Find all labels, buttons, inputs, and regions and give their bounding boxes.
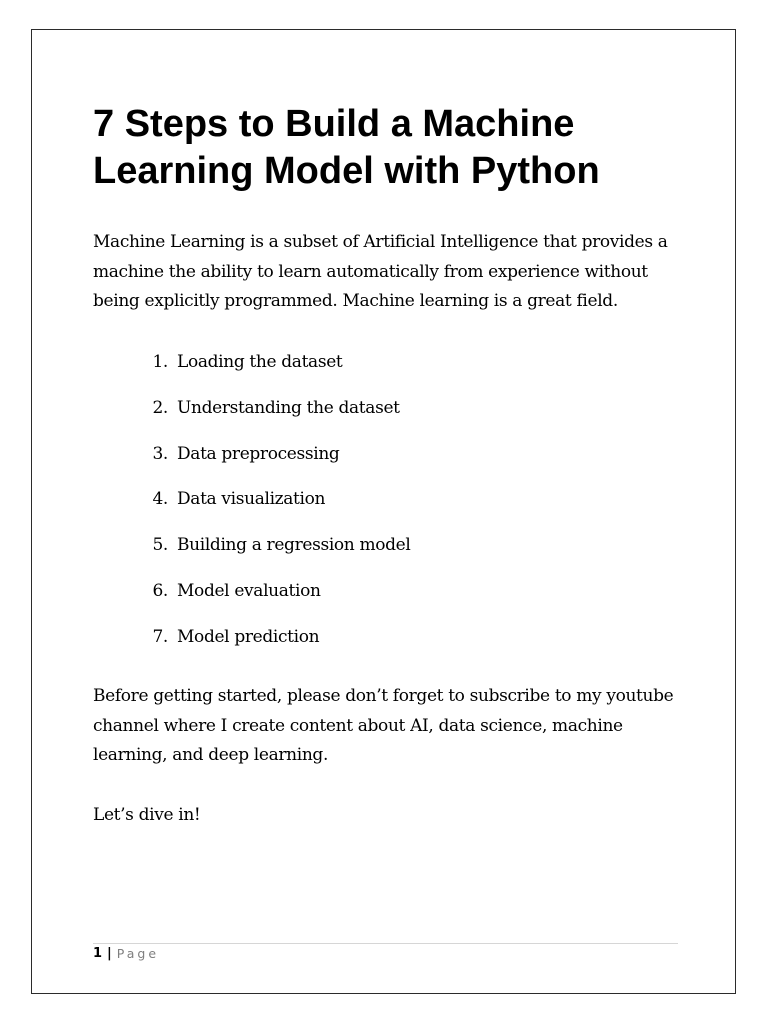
list-item-label: Model prediction bbox=[177, 626, 320, 647]
list-item bbox=[144, 623, 410, 669]
footer-separator: | bbox=[107, 946, 112, 961]
list-item-number: 5. bbox=[152, 535, 168, 556]
list-item bbox=[144, 485, 410, 531]
list-item-label: Loading the dataset bbox=[177, 352, 343, 372]
list-item-label: Model evaluation bbox=[177, 580, 321, 601]
list-item-number: 6. bbox=[152, 580, 168, 601]
steps-list bbox=[144, 348, 410, 669]
list-item-number: 2. bbox=[152, 397, 168, 418]
page-number: 1 bbox=[93, 946, 103, 961]
list-item-label: Data preprocessing bbox=[177, 443, 340, 464]
list-item-number: 4. bbox=[152, 489, 168, 510]
document-title: 7 Steps to Build a Machine Learning Model with Python bbox=[93, 103, 600, 192]
outro-paragraph: Before getting started, please don’t forget to subscribe to my youtube channel where I create content about AI, data science, machine learning, and deep learning. bbox=[93, 686, 674, 765]
list-item-number: 3. bbox=[152, 443, 168, 464]
list-item-label: Understanding the dataset bbox=[177, 397, 400, 418]
list-item-number: 1. bbox=[152, 352, 168, 372]
list-item-label: Data visualization bbox=[177, 489, 326, 510]
list-item-number: 7. bbox=[152, 626, 168, 647]
list-item-label: Building a regression model bbox=[177, 535, 411, 556]
footer-divider bbox=[93, 943, 678, 944]
list-item bbox=[144, 348, 410, 394]
document-page bbox=[31, 29, 736, 994]
page-label: Page bbox=[116, 946, 160, 961]
list-item bbox=[144, 440, 410, 486]
intro-paragraph: Machine Learning is a subset of Artificial Intelligence that provides a machine the ability to learn automatically from experience without being explicitly programmed. Machine learning is a great field. bbox=[93, 232, 668, 311]
list-item bbox=[144, 394, 410, 440]
closing-line: Let’s dive in! bbox=[93, 805, 201, 825]
list-item bbox=[144, 531, 410, 577]
page-footer bbox=[93, 945, 159, 963]
list-item bbox=[144, 577, 410, 623]
